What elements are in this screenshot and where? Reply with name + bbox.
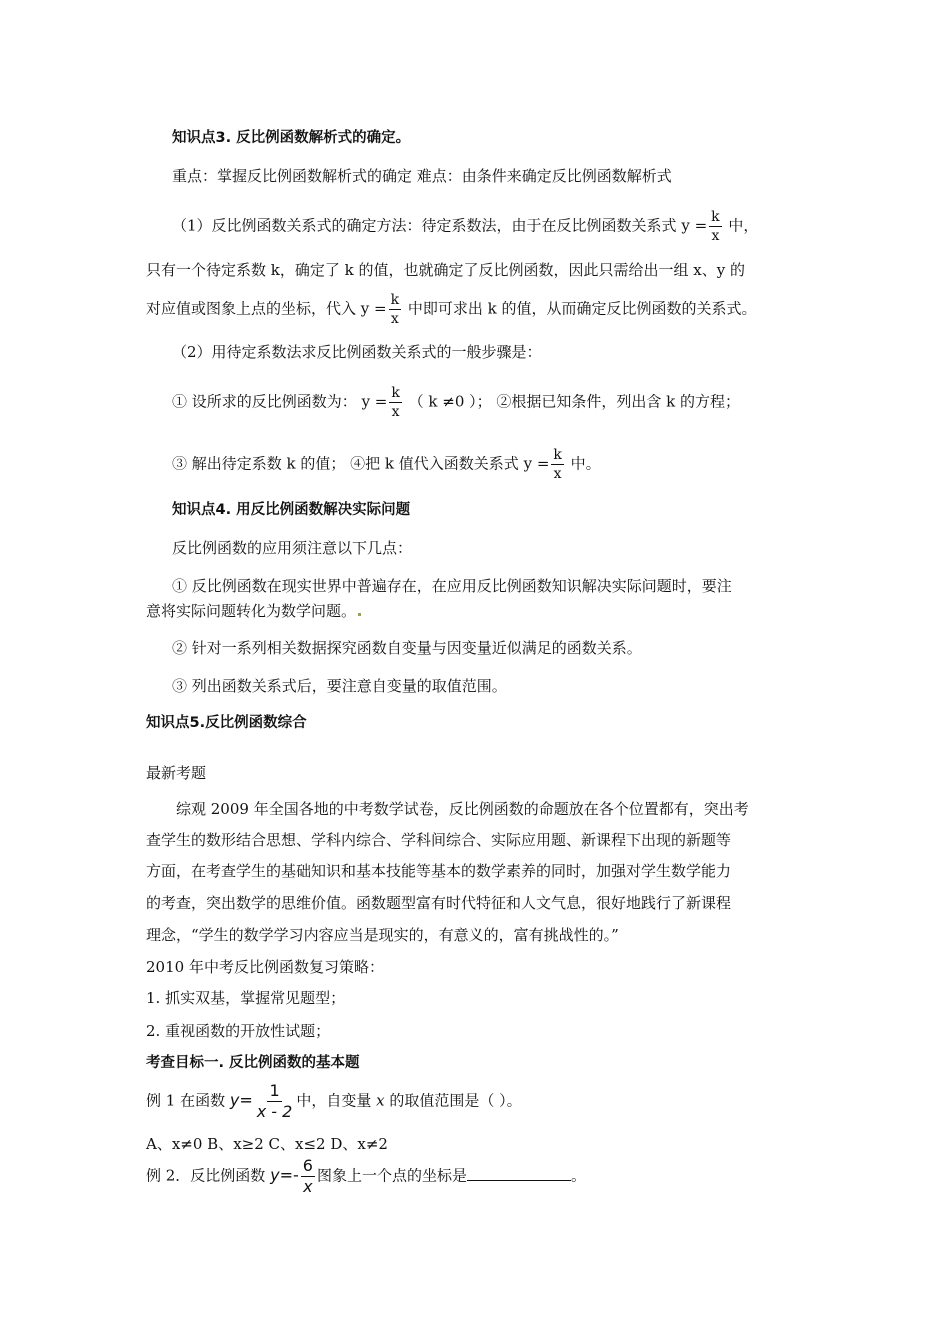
decorative-dot [358, 613, 361, 616]
k3-key-points: 重点：掌握反比例函数解析式的确定 难点：由条件来确定反比例函数解析式 [172, 167, 672, 185]
fraction-1-over-x-minus-2 [255, 1083, 295, 1120]
k3-step-1-2 [172, 386, 740, 419]
math-y-eq: y = [681, 216, 708, 235]
math-y: y [229, 1090, 240, 1110]
text-span: 中， [728, 216, 759, 235]
text-span: 。 [570, 1166, 586, 1185]
text-span: 例 2．反比例函数 [146, 1166, 266, 1185]
paragraph-line-4: 的考查，突出数学的思维价值。函数题型富有时代特征和人文气息，很好地践行了新课程 [146, 894, 732, 912]
latest-exam-heading: 最新考题 [146, 764, 207, 782]
fraction-numerator: k [391, 385, 400, 401]
k4-note-1-line-1: ① 反比例函数在现实世界中普遍存在，在应用反比例函数知识解决实际问题时，要注 [172, 577, 732, 595]
k4-intro: 反比例函数的应用须注意以下几点： [172, 539, 413, 557]
text-span: 中即可求出 k 的值，从而确定反比例函数的关系式。 [407, 299, 757, 318]
text-span: 图象上一个点的坐标是 [316, 1166, 467, 1185]
text-span: 对应值或图象上点的坐标，代入 [146, 299, 357, 318]
fraction-numerator: k [553, 447, 562, 463]
text-span: 的取值范围是（ ）。 [389, 1091, 522, 1110]
math-x: x [376, 1091, 385, 1110]
text-span: ① 设所求的反比例函数为： [172, 392, 357, 411]
fraction-numerator: k [711, 209, 720, 225]
math-y-eq: y = [361, 392, 388, 411]
k4-title: 知识点4. 用反比例函数解决实际问题 [172, 502, 411, 518]
text-span: 例 1 在函数 [146, 1091, 226, 1110]
paragraph-line-3: 方面，在考查学生的基础知识和基本技能等基本的数学素养的同时，加强对学生数学能力 [146, 862, 732, 880]
paragraph-line-5: 理念，“学生的数学学习内容应当是现实的，有意义的，富有挑战性的。” [146, 926, 619, 944]
k3-step-3-4 [172, 448, 601, 481]
fraction-numerator: 1 [269, 1081, 280, 1100]
fraction-k-over-x [389, 293, 401, 326]
fraction-denominator: x [553, 466, 562, 482]
strategy-item-1: 1. 抓实双基，掌握常见题型； [146, 989, 346, 1007]
k4-note-3: ③ 列出函数关系式后，要注意自变量的取值范围。 [172, 677, 507, 695]
fraction-denominator: x - 2 [256, 1102, 293, 1121]
text-span: 意将实际问题转化为数学问题。 [146, 602, 357, 620]
answer-blank[interactable] [467, 1166, 571, 1181]
example-1-options: A、x≠0 B、x≥2 C、x≤2 D、x≠2 [146, 1135, 388, 1153]
fraction-denominator: x [391, 404, 400, 420]
k3-paragraph-2: （2）用待定系数法求反比例函数关系式的一般步骤是： [172, 343, 542, 361]
k3-title: 知识点3. 反比例函数解析式的确定。 [172, 130, 411, 146]
k3-paragraph-1-line-1 [172, 210, 758, 243]
math-y-eq: y = [523, 454, 550, 473]
text-span: （1）反比例函数关系式的确定方法：待定系数法，由于在反比例函数关系式 [172, 216, 677, 235]
fraction-numerator: k [390, 292, 400, 308]
example-1 [146, 1083, 522, 1120]
math-y-eq: y = [360, 299, 387, 318]
math-eq: = [239, 1090, 253, 1110]
strategy-heading: 2010 年中考反比例函数复习策略： [146, 958, 384, 976]
fraction-numerator: 6 [302, 1156, 313, 1175]
fraction-k-over-x [709, 210, 721, 243]
example-2 [146, 1158, 586, 1195]
k4-note-2: ② 针对一系列相关数据探究函数自变量与因变量近似满足的函数关系。 [172, 639, 642, 657]
text-span: （ k ≠0 ）； ②根据已知条件，列出含 k 的方程； [408, 392, 741, 411]
k4-note-1-line-2 [146, 601, 361, 621]
text-span: ③ 解出待定系数 k 的值； ④把 k 值代入函数关系式 [172, 454, 519, 473]
fraction-denominator: x [390, 311, 399, 327]
paragraph-line-1: 综观 2009 年全国各地的中考数学试卷，反比例函数的命题放在各个位置都有，突出考 [176, 800, 749, 818]
fraction-denominator: x [711, 228, 720, 244]
fraction-k-over-x [551, 448, 563, 481]
math-y: y [270, 1165, 280, 1185]
text-span: 中，自变量 [296, 1091, 372, 1110]
text-span: 中。 [570, 454, 601, 473]
fraction-denominator: x [303, 1177, 313, 1196]
k3-paragraph-1-line-2: 只有一个待定系数 k，确定了 k 的值，也就确定了反比例函数，因此只需给出一组 x、y 的 [146, 261, 745, 279]
paragraph-line-2: 查学生的数形结合思想、学科内综合、学科间综合、实际应用题、新课程下出现的新题等 [146, 831, 732, 849]
math-eq-neg: =- [279, 1165, 299, 1185]
goal-1-title: 考查目标一. 反比例函数的基本题 [146, 1055, 360, 1071]
strategy-item-2: 2. 重视函数的开放性试题； [146, 1022, 331, 1040]
fraction-6-over-x [301, 1158, 315, 1195]
k3-paragraph-1-line-3 [146, 293, 757, 326]
k5-title: 知识点5.反比例函数综合 [146, 715, 307, 731]
fraction-k-over-x [389, 386, 401, 419]
